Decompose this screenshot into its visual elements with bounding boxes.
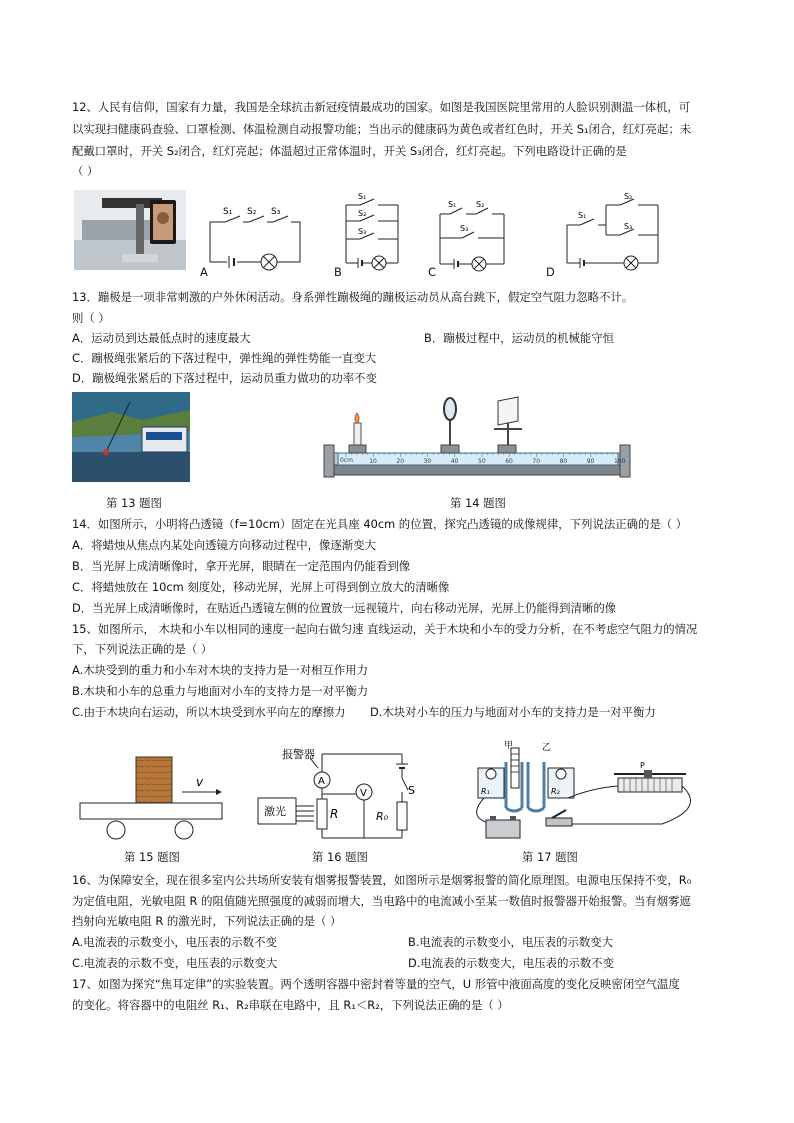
q12a-s3-label: S₃ bbox=[271, 207, 281, 217]
q15-stem-line2: 下，下列说法正确的是（ ） bbox=[72, 642, 213, 656]
q14-option-d: D．当光屏上成清晰像时，在贴近凸透镜左侧的位置放一远视镜片，向右移动光屏，光屏上仍能得到清晰的像 bbox=[72, 601, 617, 615]
q13-stem: 13．蹦极是一项非常刺激的户外休闲活动。身系弹性蹦极绳的蹦极运动员从高台跳下，假定空气阻力忽略不计。 bbox=[72, 290, 634, 304]
q12-stem-line3: 配戴口罩时，开关 S₂闭合，红灯亮起；体温超过正常体温时，开关 S₃闭合，红灯亮起。下列电路设计正确的是 bbox=[72, 144, 627, 158]
u-tube-jia-label: 甲 bbox=[504, 741, 514, 751]
q13-stem-2: 则（ ） bbox=[72, 311, 110, 325]
r0-label: R₀ bbox=[376, 810, 389, 823]
ammeter-symbol: A bbox=[318, 776, 325, 787]
q16-smoke-alarm-circuit bbox=[254, 744, 426, 844]
r2-label: R₂ bbox=[551, 787, 560, 796]
q12c-s3-label: S₃ bbox=[460, 224, 469, 233]
q12-circuit-b bbox=[338, 190, 408, 275]
q14-optical-bench bbox=[322, 395, 634, 481]
q12a-s1-label: S₁ bbox=[223, 207, 233, 217]
q12-circuit-a bbox=[205, 200, 305, 275]
ruler-tick-label: 60 bbox=[505, 458, 513, 465]
bungee-jump-photo bbox=[72, 392, 190, 482]
laser-label: 激光 bbox=[264, 805, 286, 818]
q16-stem-line2: 为定值电阻，光敏电阻 R 的阻值随光照强度的减弱而增大，当电路中的电流减小至某一数值时报警器开始报警。当有烟雾遮 bbox=[72, 894, 691, 908]
q12-option-b-label: B bbox=[334, 265, 342, 279]
q12b-s2-label: S₂ bbox=[358, 209, 367, 218]
q15-option-d: D.木块对小车的压力与地面对小车的支持力是一对平衡力 bbox=[370, 705, 656, 719]
q12-stem-line1: 12、人民有信仰，国家有力量，我国是全球抗击新冠疫情最成功的国家。如图是我国医院里常用的人脸识别测温一体机，可 bbox=[72, 100, 691, 114]
q15-caption: 第 15 题图 bbox=[124, 850, 180, 864]
q13-option-c: C．蹦极绳张紧后的下落过程中，弹性绳的弹性势能一直变大 bbox=[72, 351, 377, 365]
q12d-s2-label: S₂ bbox=[624, 192, 633, 201]
velocity-label: v bbox=[196, 775, 204, 789]
q17-stem-line2: 的变化。将容器中的电阻丝 R₁、R₂串联在电路中，且 R₁＜R₂，下列说法正确的是（ ） bbox=[72, 998, 509, 1012]
u-tube-yi-label: 乙 bbox=[542, 743, 552, 753]
q12-circuit-d bbox=[562, 190, 667, 275]
q15-option-c: C.由于木块向右运动，所以木块受到水平向左的摩擦力 bbox=[72, 705, 346, 719]
switch-label: S bbox=[408, 784, 415, 797]
alarm-label: 报警器 bbox=[282, 748, 315, 761]
q12c-s1-label: S₁ bbox=[448, 200, 457, 209]
q12-stem-line4: （ ） bbox=[72, 164, 99, 178]
q13-option-b: B．蹦极过程中，运动员的机械能守恒 bbox=[424, 331, 615, 345]
q12-stem-line2: 以实现扫健康码查验、口罩检测、体温检测自动报警功能；当出示的健康码为黄色或者红色时，开关 S₁闭合，红灯亮起；未 bbox=[72, 122, 692, 136]
q16-option-c: C.电流表的示数不变，电压表的示数变大 bbox=[72, 956, 278, 970]
q12-option-c-label: C bbox=[428, 265, 436, 279]
q17-caption: 第 17 题图 bbox=[522, 850, 578, 864]
q15-option-a: A.木块受到的重力和小车对木块的支持力是一对相互作用力 bbox=[72, 663, 368, 677]
ruler-tick-label: 70 bbox=[532, 458, 541, 465]
q16-option-d: D.电流表的示数变大，电压表的示数不变 bbox=[408, 956, 615, 970]
q12b-s3-label: S₃ bbox=[358, 227, 367, 236]
ruler-tick-label: 20 bbox=[396, 458, 405, 465]
q12-option-a-label: A bbox=[200, 265, 208, 279]
q15-stem-line1: 15、如图所示， 木块和小车以相同的速度一起向右做匀速 直线运动，关于木块和小车的受力分析，在不考虑空气阻力的情况 bbox=[72, 622, 698, 636]
q16-option-a: A.电流表的示数变小，电压表的示数不变 bbox=[72, 935, 277, 949]
q12d-s3-label: S₃ bbox=[624, 222, 633, 231]
q16-option-b: B.电流表的示数变小，电压表的示数变大 bbox=[408, 935, 614, 949]
resistor-r-label: R bbox=[330, 807, 339, 821]
q12a-s2-label: S₂ bbox=[247, 207, 257, 217]
q12d-s1-label: S₁ bbox=[578, 211, 587, 220]
q16-stem-line1: 16、为保障安全，现在很多室内公共场所安装有烟雾报警装置，如图所示是烟雾报警的简化原理图。电源电压保持不变，R₀ bbox=[72, 873, 692, 887]
q14-option-c: C．将蜡烛放在 10cm 刻度处，移动光屏，光屏上可得到倒立放大的清晰像 bbox=[72, 580, 450, 594]
q12c-s2-label: S₂ bbox=[476, 200, 485, 209]
q15-block-cart-figure bbox=[76, 752, 226, 844]
q12-circuit-c bbox=[432, 196, 512, 276]
q12b-s1-label: S₁ bbox=[358, 192, 367, 201]
r1-label: R₁ bbox=[481, 787, 490, 796]
ruler-unit-label: 0cm bbox=[340, 457, 353, 464]
ruler-tick-label: 80 bbox=[559, 458, 568, 465]
ruler-tick-label: 50 bbox=[478, 458, 486, 465]
q15-option-b: B.木块和小车的总重力与地面对小车的支持力是一对平衡力 bbox=[72, 684, 369, 698]
voltmeter-symbol: V bbox=[360, 788, 367, 799]
q17-joule-apparatus bbox=[462, 738, 718, 844]
q12-option-d-label: D bbox=[546, 265, 555, 279]
face-recognition-kiosk-photo bbox=[74, 190, 186, 270]
q13-caption: 第 13 题图 bbox=[106, 496, 162, 510]
rheostat-p-label: P bbox=[640, 761, 645, 770]
ruler-tick-label: 40 bbox=[450, 458, 459, 465]
ruler-tick-label: 90 bbox=[586, 458, 595, 465]
q16-stem-line3: 挡射向光敏电阻 R 的激光时，下列说法正确的是（ ） bbox=[72, 914, 342, 928]
q13-option-a: A．运动员到达最低点时的速度最大 bbox=[72, 331, 251, 345]
q14-stem: 14．如图所示，小明将凸透镜（f=10cm）固定在光具座 40cm 的位置，探究凸透镜的成像规律，下列说法正确的是（ ） bbox=[72, 517, 688, 531]
q14-option-b: B．当光屏上成清晰像时，拿开光屏，眼睛在一定范围内仍能看到像 bbox=[72, 559, 411, 573]
q14-caption: 第 14 题图 bbox=[450, 496, 506, 510]
q17-stem-line1: 17、如图为探究“焦耳定律”的实验装置。两个透明容器中密封着等量的空气，U 形管中液面高度的变化反映密闭空气温度 bbox=[72, 977, 680, 991]
q14-option-a: A．将蜡烛从焦点内某处向透镜方向移动过程中，像逐渐变大 bbox=[72, 538, 376, 552]
q16-caption: 第 16 题图 bbox=[312, 850, 368, 864]
ruler-tick-label: 100 bbox=[614, 458, 626, 465]
ruler-tick-label: 10 bbox=[369, 458, 377, 465]
q13-option-d: D．蹦极绳张紧后的下落过程中，运动员重力做功的功率不变 bbox=[72, 371, 377, 385]
ruler-tick-label: 30 bbox=[423, 458, 432, 465]
